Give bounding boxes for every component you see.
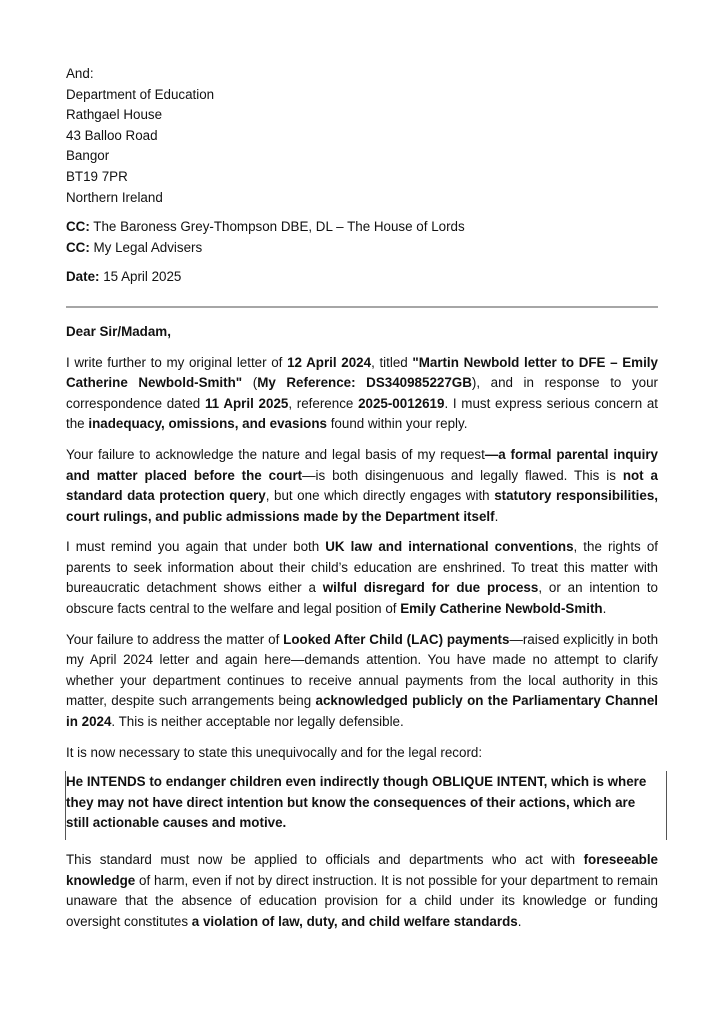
letter-date [66,267,658,288]
emphasis-quote-text: He INTENDS to endanger children even indirectly though OBLIQUE INTENT, which is where they may not have direct intention but know the consequences of their actions, which are still actionable causes and motive. [66,774,647,831]
text-run: . [494,508,499,524]
bold-text-run: foreseeable knowledge [66,852,658,888]
date-value: 15 April 2025 [99,269,182,285]
text-run: I write further to my original letter of [66,354,288,370]
recipient-address [66,64,658,208]
letter-page [66,64,658,932]
text-run: found within your reply. [326,416,468,432]
address-line: BT19 7PR [66,168,128,184]
text-run: I must remind you again that under both [66,539,326,555]
text-run: of harm, even if not by direct instruction. It is not possible for your department to remain unaware that the absence of education provision for a child under its knowledge or funding oversight constitutes [66,872,658,929]
text-run: . [517,913,522,929]
text-run: —is both disingenuous and legally flawed. This is [302,467,623,483]
text-run: , reference [288,395,359,411]
text-run: ), and in response to your correspondence dated [66,375,658,411]
cc-label: CC: [66,219,90,235]
emphasis-quote-box [65,771,667,840]
text-run: , titled [371,354,413,370]
date-label: Date: [66,269,100,285]
body-paragraph [66,445,658,527]
bold-text-run: statutory responsibilities, court rulings, and public admissions made by the Department itself [66,488,658,524]
cc-list [66,217,658,258]
body-paragraph [66,353,658,435]
text-run: It is now necessary to state this unequivocally and for the legal record: [66,744,483,760]
cc-line [66,238,658,259]
bold-text-run: —a formal parental inquiry and matter placed before the court [66,446,658,483]
bold-text-run: "Martin Newbold letter to DFE – Emily Catherine Newbold-Smith" [66,354,658,391]
address-line: Rathgael House [66,107,163,123]
body-paragraph [66,537,658,619]
text-run: . I must express serious concern at the [66,395,659,432]
closing-paragraph [66,850,658,932]
bold-text-run: inadequacy, omissions, and evasions [88,416,327,432]
bold-text-run: not a standard data protection query [66,467,658,504]
address-line: And: [66,66,94,81]
bold-text-run: UK law and international conventions [325,539,574,555]
bold-text-run: wilful disregard for due process [322,580,539,596]
cc-value: The Baroness Grey-Thompson DBE, DL – The House of Lords [89,219,465,235]
text-run: —raised explicitly in both my April 2024 letter and again here—demands attention. You have made no attempt to clarify whether your department continues to receive annual payments from the local authority in this matter, despite such arrangements being [66,631,659,709]
address-line: Bangor [66,148,110,164]
text-run: , but one which directly engages with [265,488,495,504]
text-run: . [602,601,607,617]
cc-label: CC: [66,239,90,255]
bold-text-run: 12 April 2024 [287,354,372,370]
text-run: Your failure to acknowledge the nature and legal basis of my request [66,446,485,462]
address-line: Northern Ireland [66,189,163,205]
body-paragraph [66,743,658,764]
bold-text-run: My Reference: DS340985227GB [257,375,472,391]
bold-text-run: Looked After Child (LAC) payments [283,631,510,647]
address-line: Department of Education [66,86,215,102]
bold-text-run: acknowledged publicly on the Parliamentary Channel in 2024 [66,693,658,730]
salutation: Dear Sir/Madam, [66,323,171,339]
text-run: . This is neither acceptable nor legally defensible. [111,714,404,730]
bold-text-run: 2025-0012619 [358,395,445,411]
text-run: Your failure to address the matter of [66,631,284,647]
text-run: This standard must now be applied to officials and departments who act with [66,852,584,867]
bold-text-run: Emily Catherine Newbold-Smith [400,601,603,617]
address-line: 43 Balloo Road [66,127,158,143]
text-run: ( [242,375,258,391]
cc-line [66,217,658,238]
text-run: , or an intention to obscure facts central to the welfare and legal position of [66,580,658,617]
bold-text-run: 11 April 2025 [204,395,289,411]
text-run: , the rights of parents to seek information about their child’s education are enshrined. To treat this matter with bureaucratic detachment shows either a [66,539,658,596]
bold-text-run: a violation of law, duty, and child welfare standards [191,913,518,929]
cc-value: My Legal Advisers [89,239,203,255]
horizontal-divider [66,306,658,308]
body-paragraph [66,630,658,733]
